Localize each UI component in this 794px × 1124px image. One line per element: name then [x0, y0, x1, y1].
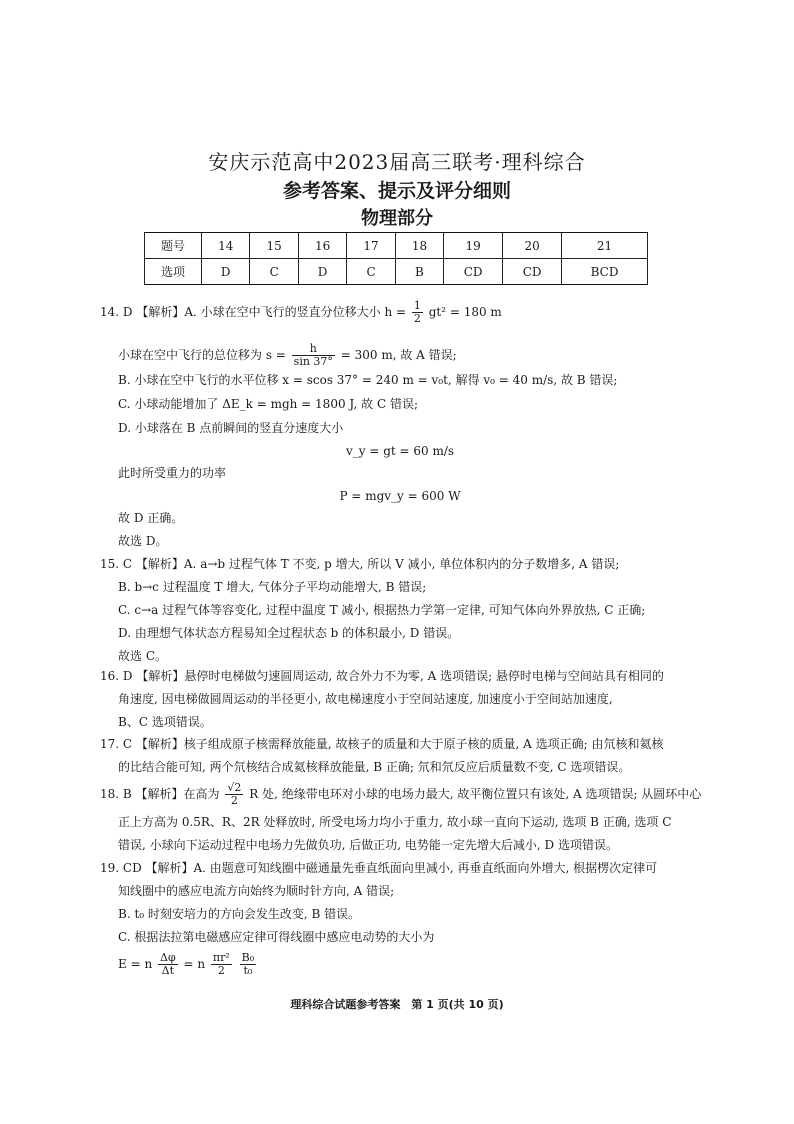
fraction: $\frac{√2}{2}$ [227, 781, 242, 807]
q14-line-6: 此时所受重力的功率 [118, 466, 227, 480]
q14-line-5: D. 小球落在 B 点前瞬间的竖直分速度大小 [118, 421, 344, 435]
q14-equation-vy: v_y = gt = 60 m/s [345, 444, 455, 458]
row-label: 选项 [145, 259, 202, 285]
table-cell: C [347, 259, 395, 285]
row-label: 题号 [145, 233, 202, 259]
table-cell: D [298, 259, 346, 285]
table-cell: 19 [444, 233, 503, 259]
q16-line-1: 16. D 【解析】悬停时电梯做匀速圆周运动, 故合外力不为零, A 选项错误; 悬停时电梯与空间站具有相同的 [100, 669, 664, 683]
q14-line-8: 故选 D。 [118, 534, 168, 548]
q16-line-3: B、C 选项错误。 [118, 715, 212, 729]
q15-line-1: 15. C 【解析】A. a→b 过程气体 T 不变, p 增大, 所以 V 减小, 单位体积内的分子数增多, A 错误; [100, 557, 620, 571]
q19-equation-emf: E = n $\frac{\Delta\varphi}{\Delta t}$ = n $\frac{\text{πr²}}{2}$ $\frac{\text{B₀}}{\text{t₀}}$ [118, 951, 255, 977]
q19-line-1: 19. CD 【解析】A. 由题意可知线圈中磁通量先垂直纸面向里减小, 再垂直纸面向外增大, 根据楞次定律可 [100, 861, 658, 875]
q15-line-4: D. 由理想气体状态方程易知全过程状态 b 的体积最小, D 错误。 [118, 626, 460, 640]
page-footer: 理科综合试题参考答案 第 1 页(共 10 页) [290, 998, 504, 1011]
fraction: $\frac{1}{2}$ [413, 299, 421, 325]
q14-line-1 [100, 300, 502, 325]
answer-table [144, 232, 648, 285]
table-cell: C [250, 259, 298, 285]
q16-line-2: 角速度, 因电梯做圆周运动的半径更小, 故电梯速度小于空间站速度, 加速度小于空间站加速度, [118, 692, 613, 706]
fraction: $\frac{\Delta\varphi}{\Delta t}$ [160, 951, 176, 977]
section-title: 物理部分 [361, 208, 433, 229]
q17-line-2: 的比结合能可知, 两个氘核结合成氦核释放能量, B 正确; 氘和氘反应后质量数不变, C 选项错误。 [118, 760, 631, 774]
table-cell: 20 [503, 233, 562, 259]
table-cell: CD [444, 259, 503, 285]
fraction: $\frac{\text{πr²}}{2}$ [212, 951, 230, 977]
table-cell: CD [503, 259, 562, 285]
q14-head: 14. D 【解析】A. 小球在空中飞行的竖直分位移大小 h = [100, 305, 407, 319]
table-cell: D [202, 259, 250, 285]
q18-line-1: 18. B 【解析】在高为 $\frac{√2}{2}$ R 处, 绝缘带电环对小球的电场力最大, 故平衡位置只有该处, A 选项错误; 从圆环中心 [100, 781, 702, 807]
q14-tail: gt² = 180 m [428, 305, 502, 319]
answer-key-subtitle: 参考答案、提示及评分细则 [282, 180, 511, 202]
q18-line-3: 错误, 小球向下运动过程中电场力先做负功, 后做正功, 电势能一定先增大后减小, D 选项错误。 [118, 838, 618, 852]
q15-line-3: C. c→a 过程气体等容变化, 过程中温度 T 减小, 根据热力学第一定律, 可知气体向外界放热, C 正确; [118, 603, 646, 617]
q14-line-3: B. 小球在空中飞行的水平位移 x = scos 37° = 240 m = v₀t, 解得 v₀ = 40 m/s, 故 B 错误; [118, 373, 618, 387]
q14-line-2: 小球在空中飞行的总位移为 s = $\frac{h}{\sin 37^\circ}$ = 300 m, 故 A 错误; [118, 342, 457, 368]
q19-line-4: C. 根据法拉第电磁感应定律可得线圈中感应电动势的大小为 [118, 930, 435, 944]
q15-line-5: 故选 C。 [118, 649, 167, 663]
table-cell: BCD [562, 259, 648, 285]
q14-equation-p: P = mgv_y = 600 W [339, 489, 461, 503]
q17-line-1: 17. C 【解析】核子组成原子核需释放能量, 故核子的质量和大于原子核的质量, A 选项正确; 由氘核和氦核 [100, 737, 664, 751]
table-cell: 21 [562, 233, 648, 259]
q19-line-3: B. t₀ 时刻安培力的方向会发生改变, B 错误。 [118, 907, 361, 921]
q19-line-2: 知线圈中的感应电流方向始终为顺时针方向, A 错误; [118, 884, 395, 898]
table-cell: 16 [298, 233, 346, 259]
exam-title: 安庆示范高中2023届高三联考·理科综合 [208, 150, 586, 174]
q18-line-2: 正上方高为 0.5R、R、2R 处释放时, 所受电场力均小于重力, 故小球一直向下运动, 选项 B 正确, 选项 C [118, 815, 672, 829]
q14-line-7: 故 D 正确。 [118, 511, 184, 525]
table-cell: 18 [395, 233, 443, 259]
q15-line-2: B. b→c 过程温度 T 增大, 气体分子平均动能增大, B 错误; [118, 580, 427, 594]
table-row-numbers [145, 233, 648, 259]
fraction: $\frac{\text{B₀}}{\text{t₀}}$ [241, 951, 255, 977]
table-cell: 14 [202, 233, 250, 259]
table-cell: 15 [250, 233, 298, 259]
table-row-answers [145, 259, 648, 285]
fraction: $\frac{h}{\sin 37^\circ}$ [293, 342, 333, 368]
table-cell: B [395, 259, 443, 285]
table-cell: 17 [347, 233, 395, 259]
q14-line-4: C. 小球动能增加了 ΔE_k = mgh = 1800 J, 故 C 错误; [118, 397, 418, 411]
